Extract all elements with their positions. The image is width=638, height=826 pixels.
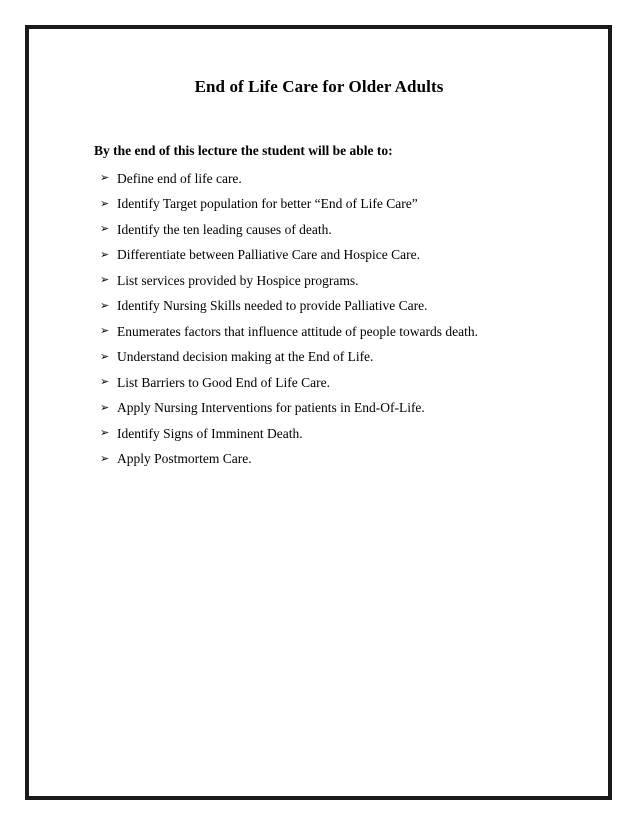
list-item: [100, 370, 478, 396]
list-item-text: Apply Nursing Interventions for patients in End-Of-Life.: [117, 400, 425, 416]
arrow-bullet-icon: ➢: [100, 274, 110, 287]
objectives-list: [100, 166, 478, 472]
list-item: [100, 345, 478, 371]
arrow-bullet-icon: ➢: [100, 172, 110, 185]
list-item-text: List services provided by Hospice programs.: [117, 272, 359, 288]
arrow-bullet-icon: ➢: [100, 248, 110, 261]
list-item: [100, 396, 478, 422]
arrow-bullet-icon: ➢: [100, 325, 110, 338]
arrow-bullet-icon: ➢: [100, 427, 110, 440]
arrow-bullet-icon: ➢: [100, 223, 110, 236]
arrow-bullet-icon: ➢: [100, 299, 110, 312]
arrow-bullet-icon: ➢: [100, 350, 110, 363]
arrow-bullet-icon: ➢: [100, 452, 110, 465]
list-item-text: Define end of life care.: [117, 170, 242, 186]
list-item-text: Differentiate between Palliative Care and Hospice Care.: [117, 247, 420, 263]
page-title: End of Life Care for Older Adults: [194, 77, 444, 96]
list-item: [100, 192, 478, 218]
list-item-text: Identify the ten leading causes of death.: [117, 221, 332, 237]
list-item-text: Enumerates factors that influence attitude of people towards death.: [117, 323, 478, 339]
list-item: [100, 319, 478, 345]
arrow-bullet-icon: ➢: [100, 401, 110, 414]
list-item-text: Understand decision making at the End of Life.: [117, 349, 374, 365]
list-item-text: List Barriers to Good End of Life Care.: [117, 374, 330, 390]
list-item-text: Identify Signs of Imminent Death.: [117, 425, 303, 441]
list-item-text: Apply Postmortem Care.: [117, 451, 252, 467]
list-item: [100, 447, 478, 473]
list-item: [100, 243, 478, 269]
list-item: [100, 294, 478, 320]
list-item: [100, 217, 478, 243]
list-item: [100, 421, 478, 447]
list-item: [100, 166, 478, 192]
list-item-text: Identify Nursing Skills needed to provide Palliative Care.: [117, 298, 428, 314]
arrow-bullet-icon: ➢: [100, 197, 110, 210]
arrow-bullet-icon: ➢: [100, 376, 110, 389]
list-item: [100, 268, 478, 294]
objectives-intro: By the end of this lecture the student will be able to:: [94, 143, 393, 158]
list-item-text: Identify Target population for better “End of Life Care”: [117, 196, 418, 212]
